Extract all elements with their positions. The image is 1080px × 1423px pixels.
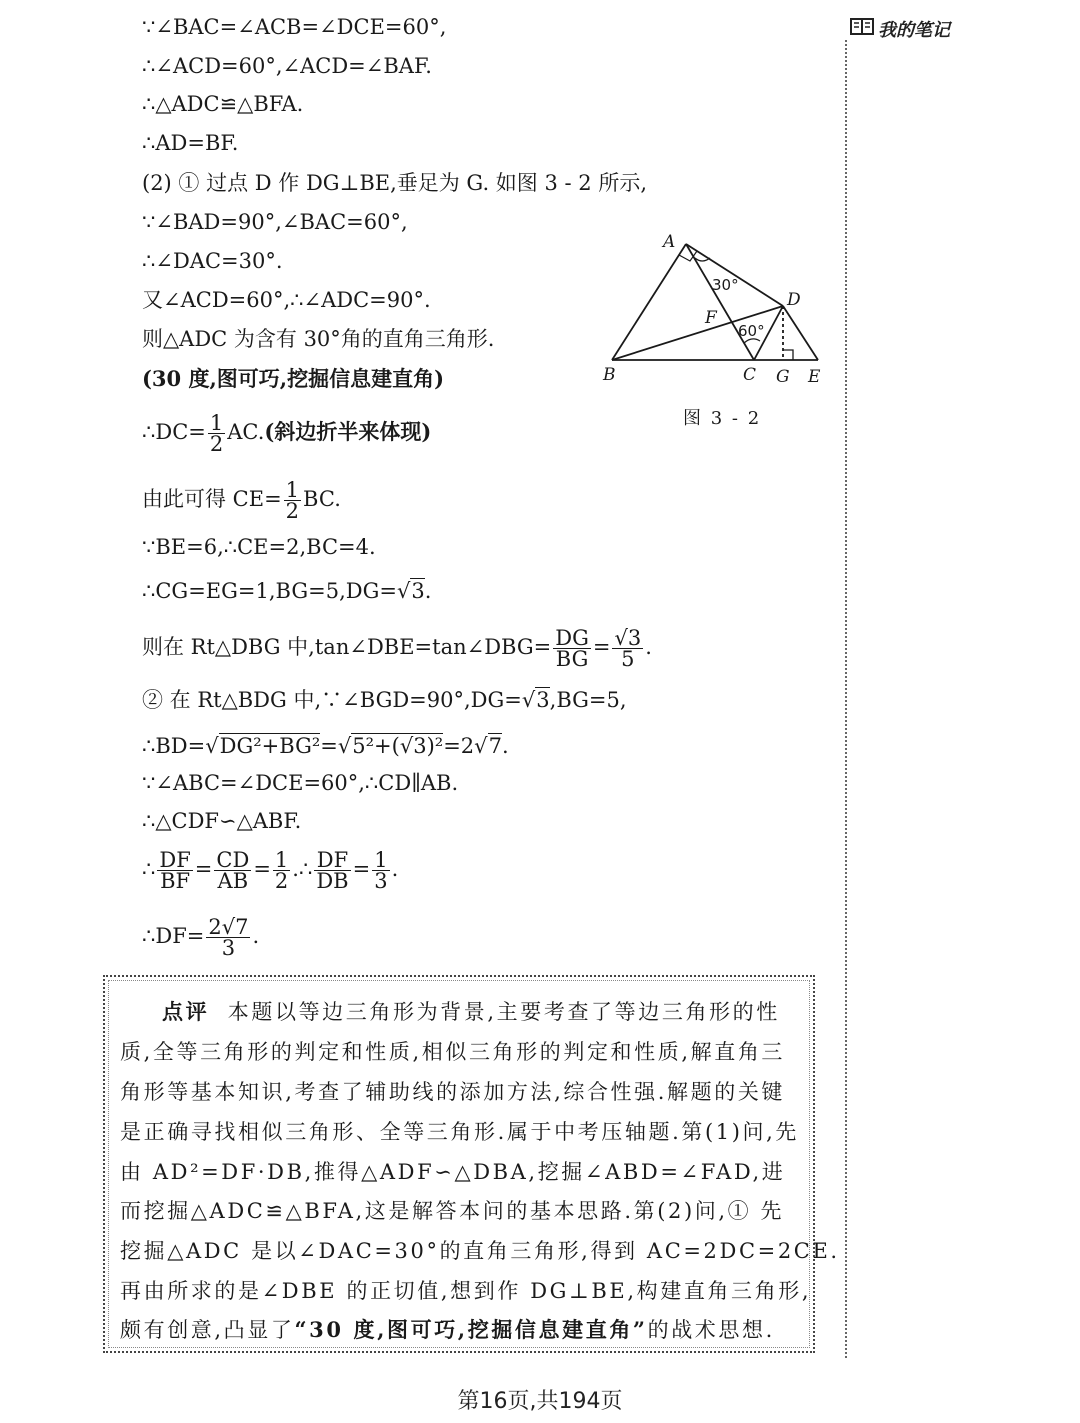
segment-de [783,306,818,360]
solution-line: ∵∠BAD=90°,∠BAC=60°, [142,210,408,234]
solution-line: ∴∠ACD=60°,∠ACD=∠BAF. [142,54,432,78]
label-d: D [787,290,801,310]
figure-caption: 图 3 - 2 [683,408,762,429]
solution-line: 则△ADC 为含有 30°角的直角三角形. [142,327,495,351]
label-e: E [808,367,821,387]
comment-line: 颇有创意,凸显了“30 度,图可巧,挖掘信息建直角”的战术思想. [120,1317,775,1342]
page-indicator: 第16页,共194页 [457,1389,623,1414]
solution-line: ∴∠DAC=30°. [142,249,283,273]
solution-line-lengths: ∴CG=EG=1,BG=5,DG=√3. [142,579,432,603]
fraction: $\frac{1}{3}$ [374,848,388,893]
solution-line-df: ∴DF= $\frac{2√7}{3}$ . [142,915,260,960]
fraction: $\frac{1}{2}$ [274,848,289,893]
segment-ab [612,244,686,360]
label-c: C [743,365,757,385]
solution-line-tangent: 则在 Rt△DBG 中,tan∠DBE=tan∠DBG= $\frac{DG}{BG}$ = $\frac{√3}{5}$ . [142,626,652,671]
comment-line: 质,全等三角形的判定和性质,相似三角形的判定和性质,解直角三 [120,1040,786,1064]
solution-line: ∴AD=BF. [142,131,239,155]
solution-line: ∵∠ABC=∠DCE=60°,∴CD∥AB. [142,771,459,795]
notes-title: 我的笔记 [878,20,950,41]
fraction: $\frac{DF}{BF}$ [159,848,191,893]
notes-column-divider [845,40,847,1358]
fraction: $\frac{DF}{DB}$ [316,848,349,893]
fraction: $\frac{1}{2}$ [209,411,224,456]
solution-line-bd: ∴BD=√DG²+BG²=√5²+(√3)²=2√7. [142,734,509,758]
comment-line: 是正确寻找相似三角形、全等三角形.属于中考压轴题.第(1)问,先 [120,1120,799,1144]
comment-line: 角形等基本知识,考查了辅助线的添加方法,综合性强.解题的关键 [120,1080,786,1104]
label-angle-60: 60° [738,322,765,340]
solution-line: ∴△ADC≌△BFA. [142,92,304,116]
solution-line: ∵BE=6,∴CE=2,BC=4. [142,535,376,559]
label-angle-30: 30° [712,276,739,294]
label-b: B [603,365,616,385]
comment-label: 点评 [162,999,210,1024]
solution-hint: (30 度,图可巧,挖掘信息建直角) [142,366,445,391]
label-f: F [705,308,717,328]
comment-line: 而挖掘△ADC≌△BFA,这是解答本问的基本思路.第(2)问,① 先 [120,1199,785,1223]
comment-line: 由 AD²=DF·DB,推得△ADF∽△DBA,挖掘∠ABD=∠FAD,进 [120,1160,786,1184]
geometry-figure [595,225,840,395]
comment-line: 再由所求的是∠DBE 的正切值,想到作 DG⊥BE,构建直角三角形, [120,1279,812,1303]
solution-line: ∵∠BAC=∠ACB=∠DCE=60°, [142,15,447,39]
fraction: $\frac{DG}{BG}$ [555,626,589,671]
fraction: $\frac{2√7}{3}$ [208,915,249,960]
comment-slogan: “30 度,图可巧,挖掘信息建直角” [294,1317,648,1342]
solution-hint: (斜边折半来体现) [264,419,432,444]
solution-line: (2) ① 过点 D 作 DG⊥BE,垂足为 G. 如图 3 - 2 所示, [142,171,648,195]
label-a: A [663,232,676,252]
solution-line-dc-half: ∴DC= $\frac{1}{2}$ AC.(斜边折半来体现) [142,411,432,456]
solution-line-ce-half: 由此可得 CE= $\frac{1}{2}$ BC. [142,478,341,523]
fraction: $\frac{1}{2}$ [285,478,300,523]
solution-line: ∴△CDF∽△ABF. [142,809,302,833]
comment-line: 挖掘△ADC 是以∠DAC=30°的直角三角形,得到 AC=2DC=2CE. [120,1239,840,1263]
segment-ad [686,244,783,306]
fraction: $\frac{CD}{AB}$ [216,848,250,893]
book-icon [850,18,874,36]
solution-line: 又∠ACD=60°,∴∠ADC=90°. [142,288,431,312]
right-angle-mark-g [783,350,793,360]
label-g: G [776,367,790,387]
fraction: $\frac{√3}{5}$ [614,626,642,671]
solution-line-ratios: ∴ $\frac{DF}{BF}$ = $\frac{CD}{AB}$ = $\frac{1}{2}$ .∴ $\frac{DF}{DB}$ = $\frac{1}{3}$ . [142,848,399,893]
solution-line: ② 在 Rt△BDG 中,∵∠BGD=90°,DG=√3,BG=5, [142,688,627,712]
comment-line: 点评 本题以等边三角形为背景,主要考查了等边三角形的性 [162,999,780,1024]
